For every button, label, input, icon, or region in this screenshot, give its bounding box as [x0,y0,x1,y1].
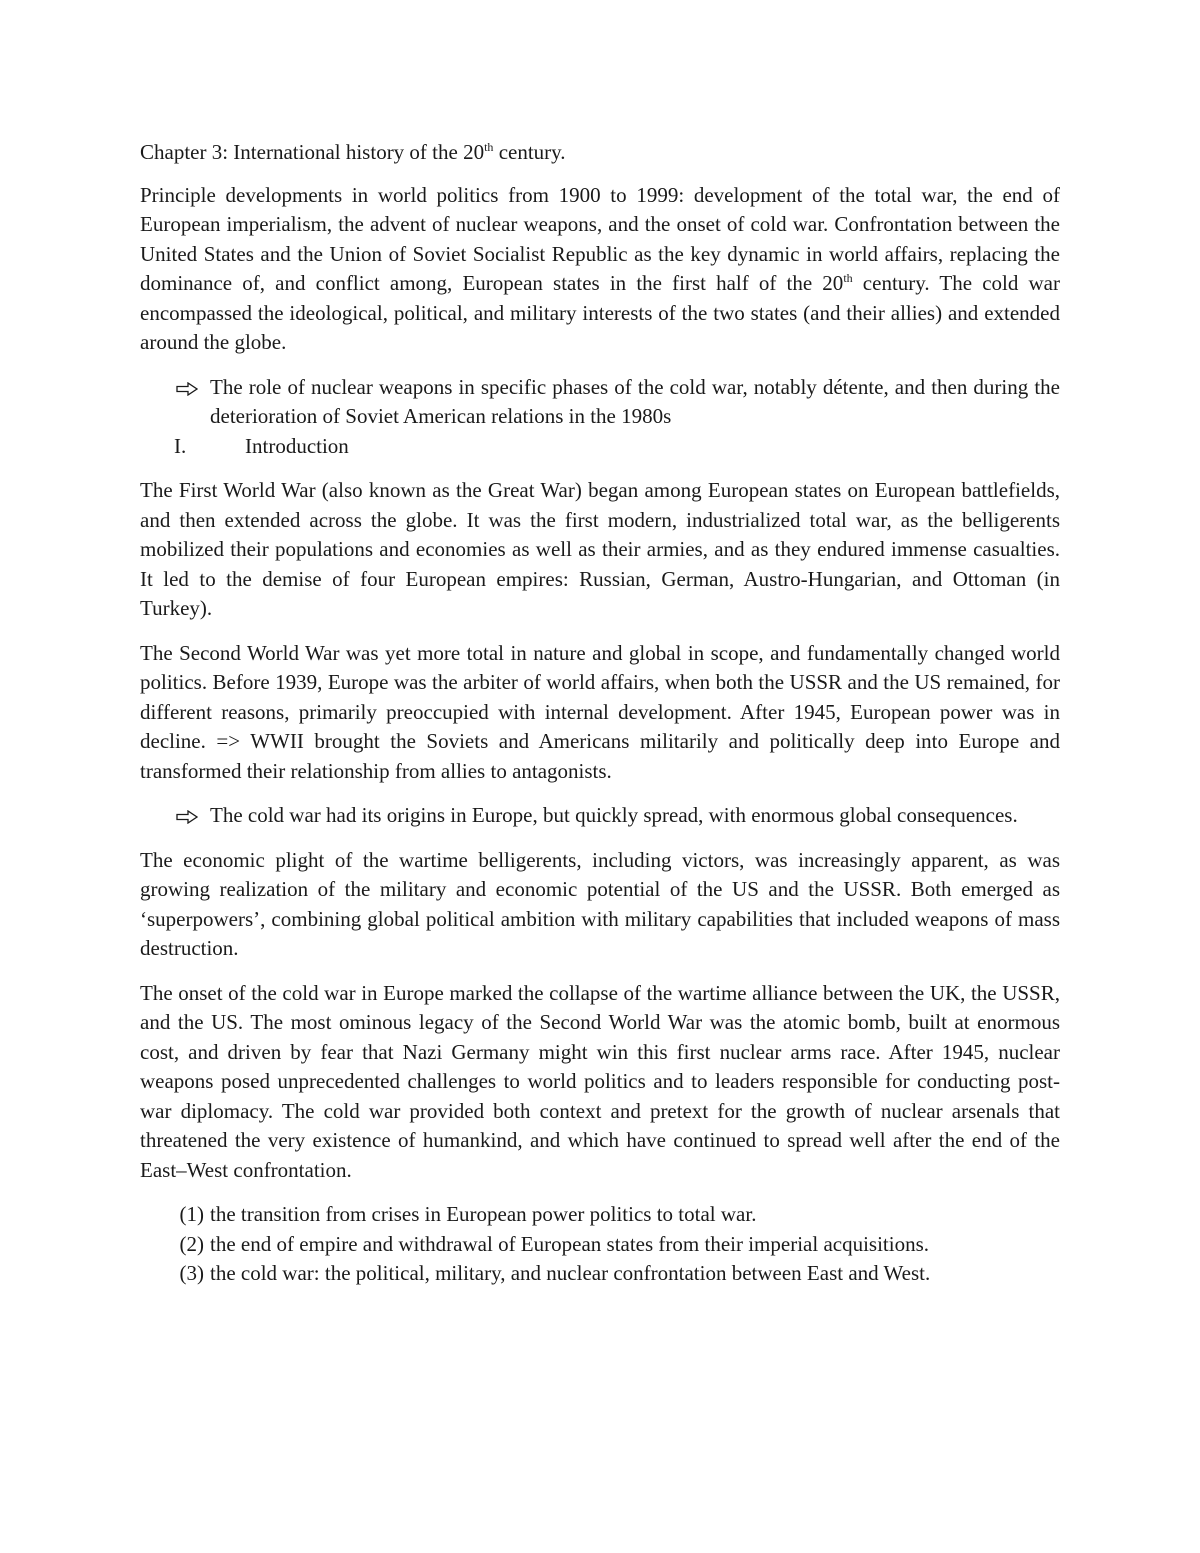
chapter-title-text: Chapter 3: International history of the 20 [140,140,485,164]
paragraph-onset-cold-war: The onset of the cold war in Europe marked the collapse of the wartime alliance between the UK, the USSR, and the US. The most ominous legacy of the Second World War was the atomic bomb, built at enormous cost, and driven by fear that Nazi Germany might win this first nuclear arms race. After 1945, nuclear weapons posed unprecedented challenges to world politics and to leaders responsible for conducting post-war diplomacy. The cold war provided both context and pretext for the growth of nuclear arsenals that threatened the very existence of humankind, and which have continued to spread well after the end of the East–West confrontation. [140,980,1060,1182]
list-item-number: (2) [179,1231,204,1256]
bullet-text: The cold war had its origins in Europe, but quickly spread, with enormous global consequences. [210,803,1018,827]
paragraph-second-world-war: The Second World War was yet more total in nature and global in scope, and fundamentally changed world politics. Before 1939, Europe was the arbiter of world affairs, when both the USSR and the US remained, for different reasons, primarily preoccupied with internal development. After 1945, European power was in decline. => WWII brought the Soviets and Americans militarily and politically deep into Europe and transformed their relationship from allies to antagonists. [140,640,1060,783]
list-item-text: the end of empire and withdrawal of European states from their imperial acquisitions. [210,1231,930,1256]
paragraph-economic-plight: The economic plight of the wartime belligerents, including victors, was increasingly apparent, as was growing realization of the military and economic potential of the US and the USSR. Both emerged as ‘superpowers’, combining global political ambition with military capabilities that included weapons of mass destruction. [140,847,1060,960]
bullet-text: The role of nuclear weapons in specific phases of the cold war, notably détente, and then during the deterioration of Soviet American relations in the 1980s [210,374,1060,428]
chapter-title [140,138,1060,168]
list-item [140,1259,1060,1289]
paragraph-superscript: th [843,271,853,285]
section-label: Introduction [245,433,349,458]
hollow-right-arrow-icon [140,801,210,831]
section-heading-introduction [140,432,1060,462]
paragraph-text: Principle developments in world politics from 1900 to 1999: development of the total war, the end of European imperialism, the advent of nuclear weapons, and the onset of cold war. Confrontation between the United States and the Union of Soviet Socialist Republic as the key dynamic in world affairs, replacing the dominance of, and conflict among, European states in the first half of the 20 [140,182,1060,295]
paragraph-text-continued: century. The cold war encompassed the ideological, political, and military interests of the two states (and their allies) and extended around the globe. [140,271,1060,354]
hollow-right-arrow-icon [140,373,210,432]
list-item-text: the transition from crises in European power politics to total war. [210,1202,757,1226]
list-item [140,1230,1060,1260]
section-number: I. [174,433,187,458]
chapter-title-suffix: century. [493,140,566,164]
list-item-number: (3) [179,1261,204,1285]
numbered-list [140,1200,1060,1289]
paragraph-first-world-war: The First World War (also known as the Great War) began among European states on European battlefields, and then extended across the globe. It was the first modern, industrialized total war, as the belligerents mobilized their populations and economies as well as their armies, and as they endured immense casualties. It led to the demise of four European empires: Russian, German, Austro-Hungarian, and Ottoman (in Turkey). [140,478,1060,620]
chapter-title-superscript: th [484,140,494,154]
bullet-item-cold-war-origins [140,801,1060,831]
list-item-number: (1) [179,1202,204,1226]
bullet-item-nuclear-weapons [140,373,1060,432]
list-item [140,1200,1060,1230]
list-item-text: the cold war: the political, military, and nuclear confrontation between East and West. [210,1261,931,1285]
document-page [140,138,1060,1289]
paragraph-principle-developments [140,181,1060,358]
